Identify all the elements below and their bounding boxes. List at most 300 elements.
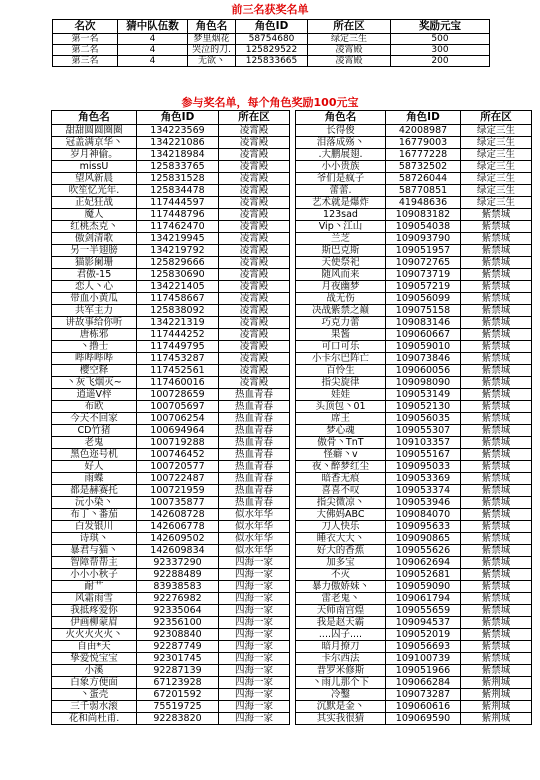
table-row	[52, 677, 290, 689]
table-cell: 紫禁城	[461, 473, 532, 485]
table-cell: 100728659	[137, 389, 219, 401]
table-cell: 109060667	[386, 329, 461, 341]
table-cell: 小溪	[52, 665, 137, 677]
table-cell: 92276982	[137, 593, 219, 605]
table-cell: 刀人快乐	[296, 521, 386, 533]
table-cell: 凌霄殿	[219, 149, 290, 161]
table-cell: 夜丶醉梦红尘	[296, 461, 386, 473]
table-row	[52, 605, 290, 617]
table-row	[296, 353, 532, 365]
table-cell: 109052130	[386, 401, 461, 413]
table-cell: 凌霄殿	[219, 377, 290, 389]
table-cell: 100719288	[137, 437, 219, 449]
table-cell: 紫禁城	[461, 653, 532, 665]
table-cell: 绿定三生	[461, 185, 532, 197]
table-cell: 109094537	[386, 617, 461, 629]
table-row	[296, 125, 532, 137]
table-cell: 4	[118, 34, 188, 45]
table-cell: 白象方便面	[52, 677, 137, 689]
table-row	[296, 677, 532, 689]
table-cell: 109073719	[386, 269, 461, 281]
table-cell: 凌霄殿	[219, 197, 290, 209]
table-row	[296, 641, 532, 653]
table-row	[52, 197, 290, 209]
table-row	[296, 593, 532, 605]
table-cell: 四海一家	[219, 665, 290, 677]
table-row	[296, 653, 532, 665]
table-cell: 绿定三生	[308, 34, 391, 45]
table-row	[296, 137, 532, 149]
table-cell: 艺术就是爆炸	[296, 197, 386, 209]
table-cell: 109055307	[386, 425, 461, 437]
table-cell: 冠盖满京华丶	[52, 137, 137, 149]
table-cell: 岁月神偷。	[52, 149, 137, 161]
table-cell: 92356100	[137, 617, 219, 629]
table-cell: 热血青春	[219, 425, 290, 437]
table-cell: 自由*天	[52, 641, 137, 653]
table-cell: 布欧	[52, 401, 137, 413]
table-row	[296, 401, 532, 413]
table-cell: 凌霄殿	[219, 245, 290, 257]
table-cell: 紫禁城	[461, 629, 532, 641]
table-cell: 讲故事给你听	[52, 317, 137, 329]
table-cell: 三千弱水滚	[52, 701, 137, 713]
table-cell: 都是赫赛托	[52, 485, 137, 497]
table-row	[296, 269, 532, 281]
table-row	[53, 34, 490, 45]
table-row	[52, 413, 290, 425]
table-row	[52, 125, 290, 137]
table-cell: Vip丶江山	[296, 221, 386, 233]
table-row	[296, 329, 532, 341]
table-row	[52, 257, 290, 269]
table-cell: 火火火火火丶	[52, 629, 137, 641]
table-row	[52, 245, 290, 257]
table-row	[296, 425, 532, 437]
table-cell: 黑色迩号机	[52, 449, 137, 461]
table-cell: 109053946	[386, 497, 461, 509]
table-cell: 望风新晨	[52, 173, 137, 185]
table-cell: 125829522	[236, 45, 308, 56]
table-row	[52, 221, 290, 233]
table-cell: 紫荆城	[461, 677, 532, 689]
table-cell: 紫禁城	[461, 509, 532, 521]
table-cell: 四海一家	[219, 617, 290, 629]
table-cell: 绿定三生	[461, 173, 532, 185]
table-cell: 109075158	[386, 305, 461, 317]
table-cell: 紫禁城	[461, 245, 532, 257]
table-cell: 16777228	[386, 149, 461, 161]
table-cell: 另一半翅膀	[52, 245, 137, 257]
table-cell: 紫禁城	[461, 593, 532, 605]
column-header: 猜中队伍数	[118, 20, 188, 34]
table-cell: 300	[391, 45, 490, 56]
table-cell: 傲骨丶TnT	[296, 437, 386, 449]
table-cell: 109051966	[386, 665, 461, 677]
table-cell: 好人	[52, 461, 137, 473]
table-cell: 热血青春	[219, 497, 290, 509]
table-cell: 紫禁城	[461, 497, 532, 509]
table-cell: 109059010	[386, 341, 461, 353]
table-row	[296, 689, 532, 701]
table-cell: 梦里烟花	[188, 34, 236, 45]
table-cell: 凌霄殿	[308, 45, 391, 56]
table-row	[52, 521, 290, 533]
table-cell: 恋人丶心	[52, 281, 137, 293]
table-cell: 109055626	[386, 545, 461, 557]
table-cell: 117444252	[137, 329, 219, 341]
table-cell: 雷老鬼丶	[296, 593, 386, 605]
table-cell: 100720577	[137, 461, 219, 473]
table-cell: 125830690	[137, 269, 219, 281]
column-header: 角色名	[296, 111, 386, 125]
table-cell: 凌霄殿	[219, 365, 290, 377]
table-row	[52, 389, 290, 401]
table-cell: 142608728	[137, 509, 219, 521]
table-cell: 绿定三生	[461, 137, 532, 149]
table-row	[296, 521, 532, 533]
table-cell: 共军主力	[52, 305, 137, 317]
table-cell: 67201592	[137, 689, 219, 701]
table-cell: 天使祭祀	[296, 257, 386, 269]
table-cell: 紫禁城	[461, 365, 532, 377]
column-header: 角色名	[52, 111, 137, 125]
table-cell: 挚爱悦宝宝	[52, 653, 137, 665]
table-cell: 92287749	[137, 641, 219, 653]
table-row	[52, 449, 290, 461]
table-cell: 紫禁城	[461, 665, 532, 677]
table-cell: missU	[52, 161, 137, 173]
table-row	[296, 257, 532, 269]
table-cell: 四海一家	[219, 677, 290, 689]
top-table-header	[53, 20, 490, 34]
table-row	[296, 485, 532, 497]
table-cell: 109053369	[386, 473, 461, 485]
table-cell: 四海一家	[219, 557, 290, 569]
table-cell: 109056099	[386, 293, 461, 305]
table-cell: 134223569	[137, 125, 219, 137]
table-cell: 猫影阑珊	[52, 257, 137, 269]
table-cell: 134218984	[137, 149, 219, 161]
table-cell: 134221405	[137, 281, 219, 293]
table-cell: 200	[391, 56, 490, 67]
table-cell: 绿定三生	[461, 149, 532, 161]
table-cell: 109056693	[386, 641, 461, 653]
table-row	[296, 413, 532, 425]
table-cell: 加多宝	[296, 557, 386, 569]
table-cell: 83938583	[137, 581, 219, 593]
table-row	[52, 185, 290, 197]
table-cell: 117458667	[137, 293, 219, 305]
table-cell: 红桃杰克丶	[52, 221, 137, 233]
table-row	[296, 245, 532, 257]
table-cell: 斯巴克斯	[296, 245, 386, 257]
table-cell: 134221319	[137, 317, 219, 329]
table-row	[52, 617, 290, 629]
table-cell: 109093790	[386, 233, 461, 245]
table-cell: 沅小染丶	[52, 497, 137, 509]
table-row	[52, 269, 290, 281]
table-cell: 诗琪丶	[52, 533, 137, 545]
table-cell: 紫禁城	[461, 485, 532, 497]
table-cell: 100694964	[137, 425, 219, 437]
table-cell: 热血青春	[219, 401, 290, 413]
table-cell: 沉默是金丶	[296, 701, 386, 713]
table-cell: 指尖微凉丶	[296, 497, 386, 509]
table-cell: 紫禁城	[461, 437, 532, 449]
table-row	[296, 149, 532, 161]
table-cell: 百怜生	[296, 365, 386, 377]
table-cell: 紫禁城	[461, 269, 532, 281]
participant-table-right	[295, 110, 532, 725]
table-row	[296, 605, 532, 617]
table-cell: 小小贵族	[296, 161, 386, 173]
table-row	[296, 305, 532, 317]
table-cell: 4	[118, 56, 188, 67]
table-cell: 109053149	[386, 389, 461, 401]
table-cell: 热血青春	[219, 389, 290, 401]
table-cell: 第二名	[53, 45, 118, 56]
table-cell: 四海一家	[219, 641, 290, 653]
table-row	[296, 281, 532, 293]
table-row	[296, 293, 532, 305]
table-cell: 58754680	[236, 34, 308, 45]
table-row	[296, 461, 532, 473]
table-cell: 天师南宫煌	[296, 605, 386, 617]
table-row	[52, 557, 290, 569]
table-cell: .大鹏展翅.	[296, 149, 386, 161]
table-cell: 42008987	[386, 125, 461, 137]
table-cell: 决战紫禁之巅	[296, 305, 386, 317]
table-row	[52, 365, 290, 377]
table-cell: 四海一家	[219, 689, 290, 701]
table-row	[296, 389, 532, 401]
table-row	[52, 701, 290, 713]
table-cell: 109095033	[386, 461, 461, 473]
participant-table-left	[51, 110, 290, 725]
table-cell: 绿定三生	[461, 125, 532, 137]
table-row	[52, 317, 290, 329]
table-cell: 紫禁城	[461, 569, 532, 581]
table-cell: 小卡尔巴阵亡	[296, 353, 386, 365]
table-cell: 四海一家	[219, 605, 290, 617]
table-row	[296, 233, 532, 245]
table-row	[52, 497, 290, 509]
table-cell: 92337290	[137, 557, 219, 569]
table-cell: 117449795	[137, 341, 219, 353]
table-cell: 四海一家	[219, 569, 290, 581]
table-cell: 智障帮帮主	[52, 557, 137, 569]
table-row	[52, 377, 290, 389]
table-cell: 花和尚杜甫.	[52, 713, 137, 725]
table-cell: 紫禁城	[461, 221, 532, 233]
table-cell: 紫禁城	[461, 401, 532, 413]
table-row	[52, 545, 290, 557]
table-row	[296, 533, 532, 545]
table-cell: 睡衣大大丶	[296, 533, 386, 545]
table-cell: 蕾蕾.	[296, 185, 386, 197]
table-cell: 紫荆城	[461, 701, 532, 713]
table-cell: 紫禁城	[461, 545, 532, 557]
table-cell: 不灭	[296, 569, 386, 581]
table-row	[52, 161, 290, 173]
table-row	[296, 713, 532, 725]
table-row	[52, 173, 290, 185]
table-cell: 142606778	[137, 521, 219, 533]
table-cell: 117462470	[137, 221, 219, 233]
table-row	[296, 197, 532, 209]
table-cell: 凌霄殿	[219, 293, 290, 305]
table-cell: 紫禁城	[461, 605, 532, 617]
table-cell: 果酱	[296, 329, 386, 341]
table-cell: 紫禁城	[461, 557, 532, 569]
table-cell: 紫荆城	[461, 713, 532, 725]
table-row	[296, 185, 532, 197]
table-cell: 109055167	[386, 449, 461, 461]
table-row	[52, 569, 290, 581]
right-table-header	[296, 111, 532, 125]
top-prize-table	[52, 19, 490, 67]
table-row	[52, 665, 290, 677]
table-cell: 泪落成殇丶	[296, 137, 386, 149]
table-row	[296, 209, 532, 221]
table-cell: 109059090	[386, 581, 461, 593]
table-cell: 109066284	[386, 677, 461, 689]
table-cell: 4	[118, 45, 188, 56]
table-cell: 紫禁城	[461, 317, 532, 329]
table-cell: 109061794	[386, 593, 461, 605]
table-row	[52, 533, 290, 545]
table-cell: 100705697	[137, 401, 219, 413]
table-cell: 四海一家	[219, 713, 290, 725]
table-cell: 四海一家	[219, 593, 290, 605]
table-cell: 109062694	[386, 557, 461, 569]
table-cell: 紫禁城	[461, 305, 532, 317]
column-header: 名次	[53, 20, 118, 34]
table-row	[52, 593, 290, 605]
table-cell: 凌霄殿	[219, 233, 290, 245]
table-cell: 四海一家	[219, 581, 290, 593]
table-row	[52, 353, 290, 365]
column-header: 所在区	[461, 111, 532, 125]
table-cell: 109053374	[386, 485, 461, 497]
table-cell: 117448796	[137, 209, 219, 221]
table-cell: 卡尔西法	[296, 653, 386, 665]
table-cell: 500	[391, 34, 490, 45]
table-cell: 逍遥V梓	[52, 389, 137, 401]
table-cell: 109056035	[386, 413, 461, 425]
table-cell: 58732502	[386, 161, 461, 173]
table-cell: 92308840	[137, 629, 219, 641]
table-cell: 热血青春	[219, 437, 290, 449]
table-cell: 四海一家	[219, 653, 290, 665]
table-cell: 凌霄殿	[219, 305, 290, 317]
table-cell: 暗香无痕	[296, 473, 386, 485]
table-cell: 布丁丶番茄	[52, 509, 137, 521]
table-cell: 第三名	[53, 56, 118, 67]
table-cell: 紫禁城	[461, 209, 532, 221]
table-cell: 117453287	[137, 353, 219, 365]
table-cell: 可口可乐	[296, 341, 386, 353]
table-cell: 凌霄殿	[219, 173, 290, 185]
top-prize-title: 前三名获奖名单	[231, 3, 309, 16]
table-cell: 冷鑿	[296, 689, 386, 701]
table-cell: 今天不回家	[52, 413, 137, 425]
column-header: 所在区	[308, 20, 391, 34]
table-row	[296, 437, 532, 449]
table-row	[296, 473, 532, 485]
table-cell: 58726044	[386, 173, 461, 185]
table-cell: 君傲-15	[52, 269, 137, 281]
table-cell: 小小小秋子	[52, 569, 137, 581]
table-row	[296, 509, 532, 521]
table-cell: 第一名	[53, 34, 118, 45]
table-cell: 92301745	[137, 653, 219, 665]
table-cell: 109073846	[386, 353, 461, 365]
table-cell: 樱空释	[52, 365, 137, 377]
table-cell: 109054038	[386, 221, 461, 233]
table-cell: 109073287	[386, 689, 461, 701]
table-cell: 绿定三生	[461, 197, 532, 209]
table-cell: 125834478	[137, 185, 219, 197]
table-row	[52, 209, 290, 221]
table-cell: 风霜雨雪	[52, 593, 137, 605]
table-row	[296, 629, 532, 641]
table-cell: 似水年华	[219, 521, 290, 533]
table-cell: 紫禁城	[461, 389, 532, 401]
table-cell: 100706254	[137, 413, 219, 425]
table-cell: 随风而来	[296, 269, 386, 281]
table-cell: 白发银川	[52, 521, 137, 533]
table-cell: 109098090	[386, 377, 461, 389]
table-cell: 凌霄殿	[219, 209, 290, 221]
table-cell: 92283820	[137, 713, 219, 725]
table-cell: 紫禁城	[461, 581, 532, 593]
table-cell: 战无伤	[296, 293, 386, 305]
table-cell: 75519725	[137, 701, 219, 713]
table-cell: 117444597	[137, 197, 219, 209]
table-row	[296, 545, 532, 557]
table-row	[52, 401, 290, 413]
table-row	[296, 161, 532, 173]
participant-prize-title: 参与奖名单，每个角色奖励100元宝	[181, 96, 359, 109]
table-cell: 爷们是疯子	[296, 173, 386, 185]
table-cell: 凌霄殿	[219, 341, 290, 353]
table-cell: 109084070	[386, 509, 461, 521]
table-cell: 似水年华	[219, 545, 290, 557]
table-cell: 109072765	[386, 257, 461, 269]
table-cell: 117460016	[137, 377, 219, 389]
table-cell: 哔哔哔哔	[52, 353, 137, 365]
table-cell: 凌霄殿	[219, 269, 290, 281]
table-cell: 125831528	[137, 173, 219, 185]
table-row	[296, 317, 532, 329]
table-cell: 紫禁城	[461, 461, 532, 473]
table-row	[52, 473, 290, 485]
table-row	[52, 425, 290, 437]
table-cell: 109051957	[386, 245, 461, 257]
table-cell: 紫禁城	[461, 353, 532, 365]
table-cell: 热血青春	[219, 413, 290, 425]
table-cell: 134219792	[137, 245, 219, 257]
column-header: 角色ID	[236, 20, 308, 34]
table-cell: 大佛妈ABC	[296, 509, 386, 521]
table-cell: 其实我很猜	[296, 713, 386, 725]
table-cell: 我抵疼爱你	[52, 605, 137, 617]
table-cell: 暗月撩刀	[296, 641, 386, 653]
table-cell: 凌霄殿	[219, 257, 290, 269]
table-cell: 四海一家	[219, 701, 290, 713]
